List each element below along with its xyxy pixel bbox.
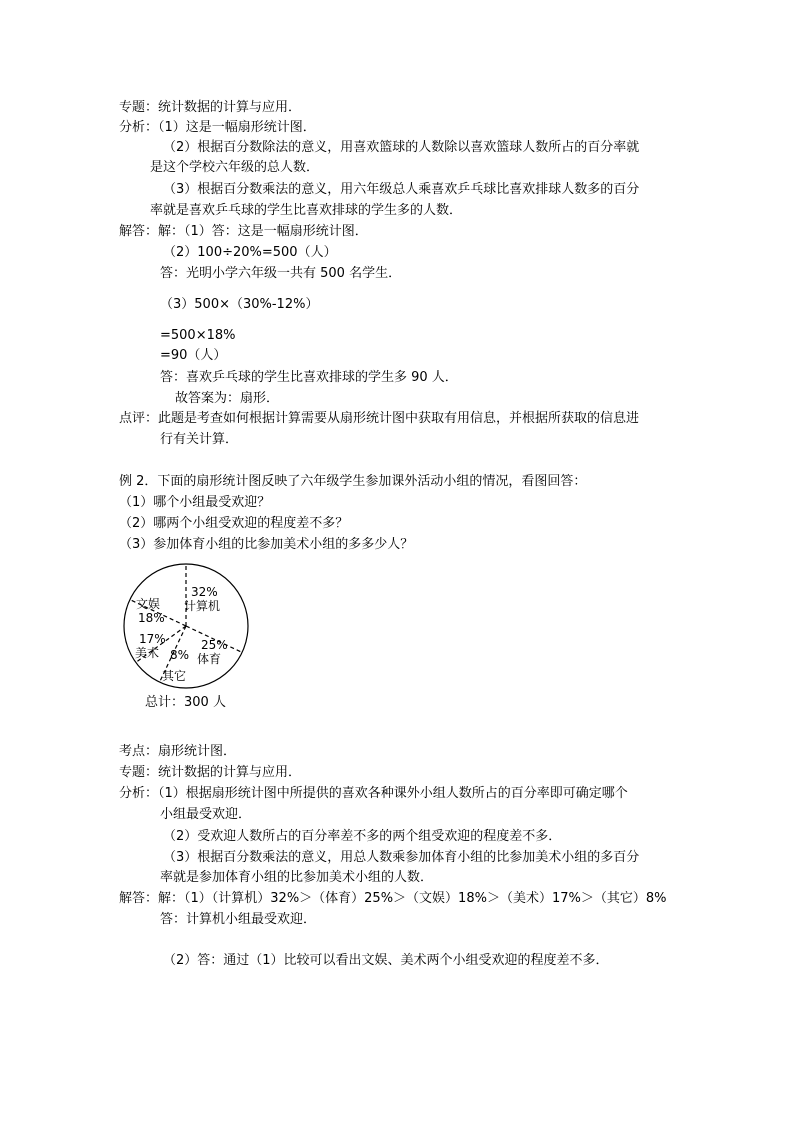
- slice-label-computer: 计算机: [184, 599, 221, 613]
- slice-label-sports: 体育: [197, 652, 222, 666]
- answer-line: 解答：解：（1）（计算机）32%＞（体育）25%＞（文娱）18%＞（美术）17%＞（其它）8%: [119, 891, 667, 906]
- topic-line: 专题：统计数据的计算与应用．: [119, 765, 302, 780]
- answer-line: =90（人）: [160, 348, 227, 363]
- slice-value-art: 17%: [139, 632, 166, 646]
- analysis-line: 是这个学校六年级的总人数．: [150, 160, 320, 175]
- comment-line: 行有关计算．: [160, 432, 239, 447]
- analysis-line: （2）根据百分数除法的意义，用喜欢篮球的人数除以喜欢篮球人数所占的百分率就: [163, 140, 640, 155]
- question-2: （2）哪两个小组受欢迎的程度差不多？: [119, 516, 349, 531]
- slice-value-computer: 32%: [191, 585, 218, 599]
- slice-label-art: 美术: [135, 646, 160, 660]
- answer-line: （2）答：通过（1）比较可以看出文娱、美术两个小组受欢迎的程度差不多．: [163, 953, 609, 968]
- chart-total: 总计：300 人: [145, 695, 226, 710]
- slice-value-entertainment: 18%: [138, 611, 165, 625]
- answer-line: 答：计算机小组最受欢迎．: [160, 912, 317, 927]
- example-question: 例 2．下面的扇形统计图反映了六年级学生参加课外活动小组的情况，看图回答：: [119, 474, 587, 489]
- topic-line: 专题：统计数据的计算与应用．: [119, 100, 302, 115]
- analysis-line: 分析：（1）这是一幅扇形统计图．: [119, 120, 316, 135]
- pie-chart: [120, 563, 260, 693]
- pie-chart-svg: [120, 563, 260, 693]
- answer-line: 答：喜欢乒乓球的学生比喜欢排球的学生多 90 人．: [160, 370, 458, 385]
- analysis-line: 小组最受欢迎．: [160, 807, 252, 822]
- answer-line: （3）500×（30%-12%）: [160, 297, 319, 312]
- analysis-line: （2）受欢迎人数所占的百分率差不多的两个组受欢迎的程度差不多．: [163, 829, 562, 844]
- analysis-line: （3）根据百分数乘法的意义，用总人数乘参加体育小组的比参加美术小组的多百分: [163, 850, 640, 865]
- answer-line: 故答案为：扇形．: [175, 391, 280, 406]
- slice-value-sports: 25%: [201, 638, 228, 652]
- answer-line: （2）100÷20%=500（人）: [163, 245, 337, 260]
- analysis-line: 分析：（1）根据扇形统计图中所提供的喜欢各种课外小组人数所占的百分率即可确定哪个: [119, 786, 628, 801]
- slice-label-other: 其它: [162, 669, 187, 683]
- question-1: （1）哪个小组最受欢迎？: [119, 495, 271, 510]
- answer-line: =500×18%: [160, 328, 236, 343]
- question-3: （3）参加体育小组的比参加美术小组的多多少人？: [119, 537, 414, 552]
- analysis-line: （3）根据百分数乘法的意义，用六年级总人乘喜欢乒乓球比喜欢排球人数多的百分: [163, 182, 640, 197]
- analysis-line: 率就是喜欢乒乓球的学生比喜欢排球的学生多的人数．: [150, 203, 463, 218]
- slice-value-other: 8%: [170, 648, 190, 662]
- slice-label-entertainment: 文娱: [136, 597, 161, 611]
- comment-line: 点评：此题是考查如何根据计算需要从扇形统计图中获取有用信息，并根据所获取的信息进: [119, 411, 640, 426]
- answer-line: 解答：解：（1）答：这是一幅扇形统计图．: [119, 224, 368, 239]
- analysis-line: 率就是参加体育小组的比参加美术小组的人数．: [160, 870, 434, 885]
- point-line: 考点：扇形统计图．: [119, 744, 237, 759]
- answer-line: 答：光明小学六年级一共有 500 名学生．: [160, 266, 402, 281]
